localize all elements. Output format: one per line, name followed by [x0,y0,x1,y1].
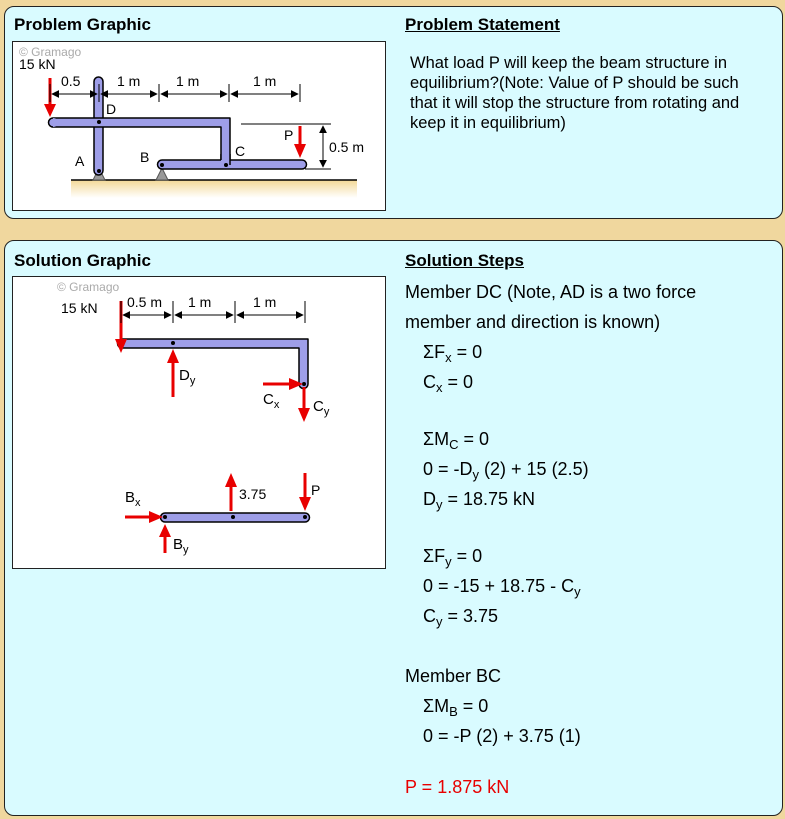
fbd-375-arrow [225,473,237,487]
member-bc [158,160,307,169]
step-11: Member BC [405,666,502,686]
fbd-member-dc [118,339,309,389]
dim-1m-a: 1 m [117,73,141,89]
watermark: © Gramago [57,280,120,294]
solution-graphic-title: Solution Graphic [14,251,151,270]
dim-1m-b: 1 m [176,73,200,89]
step-1: Member DC (Note, AD is a two force [405,282,697,302]
fbd-cx-label: $C_x$ [263,391,280,411]
pin-a [97,169,101,173]
fbd-p-label: P [311,482,321,498]
step-10: $C_y = 3.75$ [423,606,499,629]
step-8: $\Sigma F_y = 0$ [423,546,483,569]
step-6: $0 = -D_y$ (2) + 15 (2.5) [423,459,589,482]
dim-05: 0.5 [61,73,81,89]
solution-steps-title: Solution Steps [405,251,524,270]
force-15kn-label: 15 kN [19,56,56,72]
answer: P = 1.875 kN [405,777,510,797]
fbd-by-arrow [159,524,171,537]
fbd-cy-arrow [298,408,310,422]
label-a: A [75,153,85,169]
solution-diagram [13,277,385,568]
step-4: $C_x = 0$ [423,372,474,395]
pin-b [160,163,164,167]
force-15kn-arrow [44,104,56,117]
dim-1m-c: 1 m [253,73,277,89]
force-p-label: P [284,127,294,143]
label-c: C [235,143,246,159]
step-2: member and direction is known) [405,312,661,332]
step-7: $D_y = 18.75$ kN [423,489,536,512]
problem-diagram [13,42,385,210]
fbd-dy-label: $D_y$ [179,367,196,387]
problem-graphic-title: Problem Graphic [14,15,151,34]
step-5: $\Sigma M_C = 0$ [423,429,490,452]
ground [71,180,357,198]
support-b [156,168,168,180]
fbd-member-bc [161,513,310,522]
force-p-arrow [294,144,306,158]
fbd-by-label: $B_y$ [173,536,189,556]
pin-c [224,163,228,167]
fbd-bx-arrow [149,511,163,523]
step-9: $0 = -15 + 18.75 - C_y$ [423,576,581,599]
fbd-dim-05m: 0.5 m [127,294,163,310]
fbd-dim-1m-a: 1 m [188,294,212,310]
watermark: © Gramago [19,45,82,59]
step-3: $\Sigma F_x = 0$ [423,342,483,365]
fbd-dy-arrow [167,349,179,363]
step-13: 0 = -P (2) + 3.75 (1) [423,726,581,746]
fbd-bx-label: $B_x$ [125,489,141,509]
pin-d [97,120,101,124]
problem-statement-title: Problem Statement [405,15,560,34]
step-12: $\Sigma M_B = 0$ [423,696,489,719]
fbd-dim-1m-b: 1 m [253,294,277,310]
fbd-cy-label: $C_y$ [313,398,330,418]
fbd-force-15kn-label: 15 kN [61,300,98,316]
label-d: D [106,101,117,117]
label-b: B [140,149,150,165]
fbd-p-arrow [299,497,311,511]
fbd-375-label: 3.75 [239,486,267,502]
dim-height: 0.5 m [329,139,365,155]
solution-graphic [12,276,386,569]
problem-graphic [12,41,386,211]
problem-statement: What load P will keep the beam structure in equilibrium?(Note: Value of P should be such that it will stop the structure from rotating and keep it in equilibrium) [410,54,740,132]
